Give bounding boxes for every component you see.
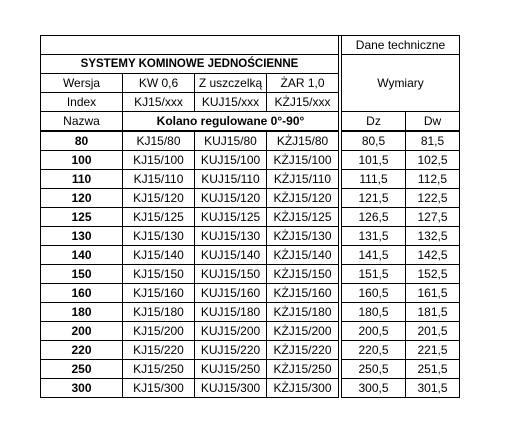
table-row [41,131,460,151]
name-row [41,112,460,132]
dz-value-cell: 80,5 [342,131,406,151]
wymiary-header: Wymiary [342,55,460,112]
dw-value-cell: 127,5 [406,208,460,227]
dw-value-cell: 132,5 [406,227,460,246]
dz-value-cell: 101,5 [342,151,406,170]
kzj-code-cell: KŻJ15/220 [267,341,339,360]
index-label: Index [41,93,123,112]
size-cell: 250 [41,360,123,379]
nazwa-label: Nazwa [41,112,123,132]
kuj-code-cell: KUJ15/100 [195,151,267,170]
kj-code-cell: KJ15/220 [123,341,195,360]
dw-value-cell: 181,5 [406,303,460,322]
size-cell: 160 [41,284,123,303]
header-row-top [41,36,460,55]
kj-code-cell: KJ15/200 [123,322,195,341]
system-title: SYSTEMY KOMINOWE JEDNOŚCIENNE [41,55,339,74]
kzj-code-cell: KŻJ15/200 [267,322,339,341]
kuj-code-cell: KUJ15/220 [195,341,267,360]
size-cell: 200 [41,322,123,341]
dz-value-cell: 300,5 [342,379,406,398]
dw-value-cell: 102,5 [406,151,460,170]
kj-code-cell: KJ15/150 [123,265,195,284]
dw-value-cell: 142,5 [406,246,460,265]
gap-cell [339,93,342,112]
kuj-code-cell: KUJ15/300 [195,379,267,398]
kuj-code-cell: KUJ15/180 [195,303,267,322]
index-kj: KJ15/xxx [123,93,195,112]
kuj-code-cell: KUJ15/200 [195,322,267,341]
dz-value-cell: 111,5 [342,170,406,189]
kj-code-cell: KJ15/80 [123,131,195,151]
index-kzj: KŻJ15/xxx [267,93,339,112]
dw-value-cell: 221,5 [406,341,460,360]
dw-value-cell: 152,5 [406,265,460,284]
kj-code-cell: KJ15/110 [123,170,195,189]
kuj-code-cell: KUJ15/250 [195,360,267,379]
kzj-code-cell: KŻJ15/100 [267,151,339,170]
gap-cell [339,74,342,93]
table-row [41,322,460,341]
kzj-code-cell: KŻJ15/125 [267,208,339,227]
dw-value-cell: 201,5 [406,322,460,341]
table-row [41,151,460,170]
wersja-kw: KW 0,6 [123,74,195,93]
table-row [41,341,460,360]
table-row [41,227,460,246]
kj-code-cell: KJ15/250 [123,360,195,379]
size-cell: 140 [41,246,123,265]
table-row [41,246,460,265]
dz-value-cell: 121,5 [342,189,406,208]
kj-code-cell: KJ15/180 [123,303,195,322]
kuj-code-cell: KUJ15/140 [195,246,267,265]
table-row [41,265,460,284]
kzj-code-cell: KŻJ15/160 [267,284,339,303]
size-cell: 130 [41,227,123,246]
title-row [41,55,460,74]
size-cell: 80 [41,131,123,151]
dz-value-cell: 250,5 [342,360,406,379]
size-cell: 180 [41,303,123,322]
spec-sheet [40,35,460,398]
dw-value-cell: 81,5 [406,131,460,151]
table-row [41,208,460,227]
size-cell: 300 [41,379,123,398]
size-cell: 220 [41,341,123,360]
table-row [41,303,460,322]
table-row [41,284,460,303]
kzj-code-cell: KŻJ15/250 [267,360,339,379]
kuj-code-cell: KUJ15/80 [195,131,267,151]
kzj-code-cell: KŻJ15/130 [267,227,339,246]
kj-code-cell: KJ15/160 [123,284,195,303]
dz-value-cell: 220,5 [342,341,406,360]
index-kuj: KUJ15/xxx [195,93,267,112]
table-row [41,360,460,379]
table-row [41,379,460,398]
spec-table [40,35,460,398]
size-cell: 120 [41,189,123,208]
kj-code-cell: KJ15/130 [123,227,195,246]
dz-value-cell: 141,5 [342,246,406,265]
kuj-code-cell: KUJ15/160 [195,284,267,303]
dz-value-cell: 151,5 [342,265,406,284]
dw-value-cell: 161,5 [406,284,460,303]
wersja-label: Wersja [41,74,123,93]
kj-code-cell: KJ15/300 [123,379,195,398]
size-cell: 100 [41,151,123,170]
kuj-code-cell: KUJ15/120 [195,189,267,208]
dz-value-cell: 160,5 [342,284,406,303]
kzj-code-cell: KŻJ15/110 [267,170,339,189]
dz-value-cell: 126,5 [342,208,406,227]
kuj-code-cell: KUJ15/125 [195,208,267,227]
dz-value-cell: 200,5 [342,322,406,341]
kj-code-cell: KJ15/140 [123,246,195,265]
kzj-code-cell: KŻJ15/180 [267,303,339,322]
dw-value-cell: 112,5 [406,170,460,189]
tech-data-header: Dane techniczne [342,36,460,55]
table-row [41,189,460,208]
blank-header-cell [41,36,339,55]
product-name: Kolano regulowane 0°-90° [123,112,339,132]
kuj-code-cell: KUJ15/130 [195,227,267,246]
size-cell: 110 [41,170,123,189]
kj-code-cell: KJ15/120 [123,189,195,208]
kzj-code-cell: KŻJ15/150 [267,265,339,284]
kzj-code-cell: KŻJ15/140 [267,246,339,265]
dw-header: Dw [406,112,460,132]
table-row [41,170,460,189]
dz-value-cell: 180,5 [342,303,406,322]
wersja-uszczelka: Z uszczelką [195,74,267,93]
dw-value-cell: 251,5 [406,360,460,379]
dw-value-cell: 301,5 [406,379,460,398]
dw-value-cell: 122,5 [406,189,460,208]
kzj-code-cell: KŻJ15/300 [267,379,339,398]
kj-code-cell: KJ15/100 [123,151,195,170]
kzj-code-cell: KŻJ15/80 [267,131,339,151]
dz-value-cell: 131,5 [342,227,406,246]
size-cell: 150 [41,265,123,284]
kuj-code-cell: KUJ15/110 [195,170,267,189]
kj-code-cell: KJ15/125 [123,208,195,227]
size-cell: 125 [41,208,123,227]
kzj-code-cell: KŻJ15/120 [267,189,339,208]
kuj-code-cell: KUJ15/150 [195,265,267,284]
wersja-zar: ŻAR 1,0 [267,74,339,93]
dz-header: Dz [342,112,406,132]
